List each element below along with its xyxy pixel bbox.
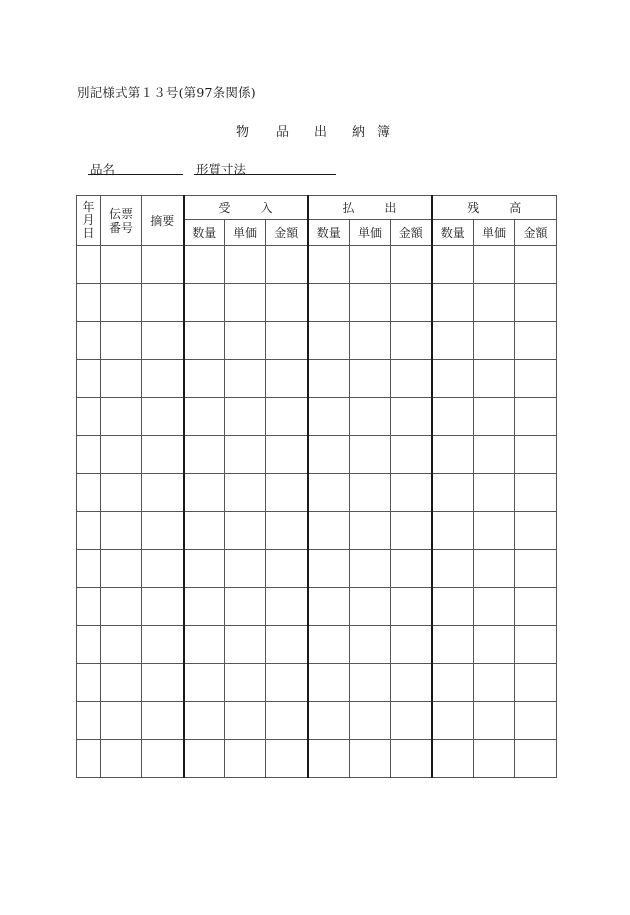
table-cell[interactable] [391,360,432,398]
table-cell[interactable] [225,550,266,588]
title-char: 物 [236,125,250,140]
subheader-quantity: 数量 [308,220,350,246]
table-cell[interactable] [266,436,308,474]
table-cell[interactable] [350,626,391,664]
table-cell[interactable] [474,360,515,398]
table-row [77,360,557,398]
table-cell[interactable] [474,664,515,702]
subheader-quantity: 数量 [432,220,474,246]
table-cell[interactable] [77,322,101,360]
table-cell[interactable] [474,702,515,740]
table-cell[interactable] [391,474,432,512]
ledger-body [77,246,557,778]
table-row [77,740,557,778]
table-cell[interactable] [142,284,184,322]
group-char: 出 [384,201,397,215]
table-cell[interactable] [142,398,184,436]
table-cell[interactable] [432,360,474,398]
table-cell[interactable] [515,284,557,322]
table-cell[interactable] [225,322,266,360]
table-cell[interactable] [515,702,557,740]
table-cell[interactable] [308,702,350,740]
table-cell[interactable] [101,436,142,474]
table-cell[interactable] [184,702,225,740]
table-cell[interactable] [142,512,184,550]
table-cell[interactable] [432,246,474,284]
table-cell[interactable] [101,664,142,702]
group-header-balance [432,196,557,220]
subheader-unit-price: 単価 [225,220,266,246]
title-char: 簿 [377,125,391,140]
col-summary-header: 摘要 [142,196,184,246]
table-cell[interactable] [350,360,391,398]
table-cell[interactable] [391,550,432,588]
table-cell[interactable] [142,550,184,588]
table-cell[interactable] [308,740,350,778]
table-cell[interactable] [474,626,515,664]
table-cell[interactable] [101,246,142,284]
table-cell[interactable] [184,398,225,436]
table-cell[interactable] [266,550,308,588]
subheader-amount: 金額 [515,220,557,246]
table-row [77,398,557,436]
table-row [77,284,557,322]
group-char: 払 [342,201,355,215]
table-row [77,322,557,360]
table-cell[interactable] [77,588,101,626]
table-cell[interactable] [225,702,266,740]
table-cell[interactable] [391,588,432,626]
table-cell[interactable] [142,702,184,740]
document-title [236,121,390,140]
table-cell[interactable] [474,436,515,474]
table-cell[interactable] [432,436,474,474]
table-cell[interactable] [391,626,432,664]
table-cell[interactable] [432,664,474,702]
table-cell[interactable] [266,740,308,778]
table-cell[interactable] [77,284,101,322]
group-header-payment [308,196,432,220]
form-number: 別記様式第１３号(第97条関係) [77,85,256,100]
item-name-line[interactable] [88,174,183,175]
table-cell[interactable] [515,740,557,778]
table-row [77,664,557,702]
group-char: 受 [218,201,231,215]
table-cell[interactable] [266,702,308,740]
table-cell[interactable] [266,360,308,398]
header-row-groups [77,196,557,220]
table-cell[interactable] [308,588,350,626]
table-cell[interactable] [142,322,184,360]
table-cell[interactable] [77,436,101,474]
table-cell[interactable] [101,284,142,322]
table-cell[interactable] [308,398,350,436]
table-cell[interactable] [350,474,391,512]
table-cell[interactable] [515,626,557,664]
subheader-unit-price: 単価 [350,220,391,246]
group-char: 高 [509,201,522,215]
table-cell[interactable] [184,360,225,398]
table-cell[interactable] [101,740,142,778]
table-cell[interactable] [101,588,142,626]
table-cell[interactable] [184,740,225,778]
table-cell[interactable] [474,512,515,550]
table-cell[interactable] [225,398,266,436]
table-cell[interactable] [225,626,266,664]
table-cell[interactable] [432,512,474,550]
table-cell[interactable] [308,512,350,550]
table-row [77,512,557,550]
table-cell[interactable] [77,550,101,588]
table-cell[interactable] [308,664,350,702]
table-cell[interactable] [225,474,266,512]
table-cell[interactable] [77,512,101,550]
title-char: 納 [352,125,366,140]
table-cell[interactable] [350,284,391,322]
table-cell[interactable] [225,512,266,550]
table-cell[interactable] [391,436,432,474]
title-char: 出 [314,125,328,140]
table-cell[interactable] [474,588,515,626]
title-char: 品 [276,125,290,140]
table-cell[interactable] [432,626,474,664]
table-cell[interactable] [266,588,308,626]
table-cell[interactable] [266,284,308,322]
table-cell[interactable] [432,550,474,588]
table-cell[interactable] [432,474,474,512]
table-cell[interactable] [225,588,266,626]
table-cell[interactable] [184,474,225,512]
table-cell[interactable] [225,664,266,702]
table-cell[interactable] [225,740,266,778]
table-cell[interactable] [77,474,101,512]
table-row [77,626,557,664]
table-cell[interactable] [432,588,474,626]
col-date-line: 年 [82,200,95,214]
table-cell[interactable] [142,664,184,702]
table-cell[interactable] [391,322,432,360]
table-cell[interactable] [350,550,391,588]
table-cell[interactable] [184,512,225,550]
table-cell[interactable] [77,664,101,702]
table-cell[interactable] [474,322,515,360]
spec-label: 形質寸法 [196,162,247,177]
table-cell[interactable] [142,246,184,284]
subheader-amount: 金額 [266,220,308,246]
table-cell[interactable] [101,322,142,360]
table-cell[interactable] [350,588,391,626]
table-cell[interactable] [308,550,350,588]
table-cell[interactable] [432,702,474,740]
table-cell[interactable] [101,360,142,398]
table-cell[interactable] [266,474,308,512]
table-cell[interactable] [350,398,391,436]
group-char: 残 [467,201,480,215]
table-cell[interactable] [391,398,432,436]
table-cell[interactable] [101,626,142,664]
table-cell[interactable] [77,740,101,778]
table-cell[interactable] [308,322,350,360]
table-cell[interactable] [432,740,474,778]
table-row [77,474,557,512]
table-cell[interactable] [308,360,350,398]
table-cell[interactable] [308,246,350,284]
table-cell[interactable] [350,322,391,360]
group-header-receipt [184,196,308,220]
table-row [77,702,557,740]
ledger-table [76,195,557,778]
table-cell[interactable] [142,588,184,626]
table-cell[interactable] [101,550,142,588]
table-cell[interactable] [515,664,557,702]
table-cell[interactable] [515,436,557,474]
col-date-line: 日 [82,226,95,240]
table-cell[interactable] [350,246,391,284]
table-cell[interactable] [515,398,557,436]
table-cell[interactable] [266,322,308,360]
table-cell[interactable] [266,626,308,664]
col-slip-line: 伝票 [108,206,133,221]
table-cell[interactable] [515,474,557,512]
table-cell[interactable] [266,398,308,436]
table-cell[interactable] [350,702,391,740]
table-cell[interactable] [391,702,432,740]
table-cell[interactable] [266,664,308,702]
table-cell[interactable] [184,284,225,322]
table-cell[interactable] [266,246,308,284]
table-cell[interactable] [77,398,101,436]
table-cell[interactable] [142,626,184,664]
table-cell[interactable] [308,284,350,322]
table-row [77,246,557,284]
table-cell[interactable] [474,246,515,284]
table-cell[interactable] [391,284,432,322]
table-cell[interactable] [184,588,225,626]
table-cell[interactable] [77,702,101,740]
table-cell[interactable] [184,322,225,360]
table-cell[interactable] [308,626,350,664]
table-cell[interactable] [142,740,184,778]
table-cell[interactable] [225,436,266,474]
table-cell[interactable] [391,740,432,778]
table-cell[interactable] [184,626,225,664]
table-cell[interactable] [515,550,557,588]
table-cell[interactable] [432,284,474,322]
table-cell[interactable] [308,474,350,512]
spec-line[interactable] [194,174,336,175]
table-cell[interactable] [77,246,101,284]
table-cell[interactable] [77,626,101,664]
col-date-line: 月 [82,213,95,227]
table-cell[interactable] [515,246,557,284]
table-cell[interactable] [474,474,515,512]
table-cell[interactable] [101,512,142,550]
table-cell[interactable] [350,512,391,550]
table-cell[interactable] [474,740,515,778]
table-cell[interactable] [432,398,474,436]
table-row [77,588,557,626]
table-cell[interactable] [266,512,308,550]
table-cell[interactable] [391,246,432,284]
table-cell[interactable] [350,740,391,778]
table-cell[interactable] [515,360,557,398]
table-cell[interactable] [142,474,184,512]
table-cell[interactable] [515,322,557,360]
table-cell[interactable] [350,436,391,474]
table-cell[interactable] [142,436,184,474]
subheader-unit-price: 単価 [474,220,515,246]
table-cell[interactable] [101,702,142,740]
table-cell[interactable] [225,360,266,398]
subheader-quantity: 数量 [184,220,225,246]
col-slip-header [101,196,142,246]
table-cell[interactable] [142,360,184,398]
table-cell[interactable] [184,246,225,284]
table-cell[interactable] [308,436,350,474]
table-cell[interactable] [432,322,474,360]
subheader-amount: 金額 [391,220,432,246]
col-slip-line: 番号 [108,220,133,235]
table-cell[interactable] [474,284,515,322]
table-row [77,436,557,474]
table-cell[interactable] [184,436,225,474]
col-date-header [77,196,101,246]
table-cell[interactable] [184,550,225,588]
table-cell[interactable] [350,664,391,702]
table-cell[interactable] [184,664,225,702]
table-cell[interactable] [391,664,432,702]
table-cell[interactable] [515,588,557,626]
item-name-label: 品名 [90,162,116,177]
table-row [77,550,557,588]
table-cell[interactable] [474,398,515,436]
table-cell[interactable] [101,474,142,512]
table-cell[interactable] [77,360,101,398]
group-char: 入 [260,201,273,215]
table-cell[interactable] [225,284,266,322]
table-cell[interactable] [474,550,515,588]
table-cell[interactable] [101,398,142,436]
table-cell[interactable] [225,246,266,284]
table-cell[interactable] [391,512,432,550]
table-cell[interactable] [515,512,557,550]
